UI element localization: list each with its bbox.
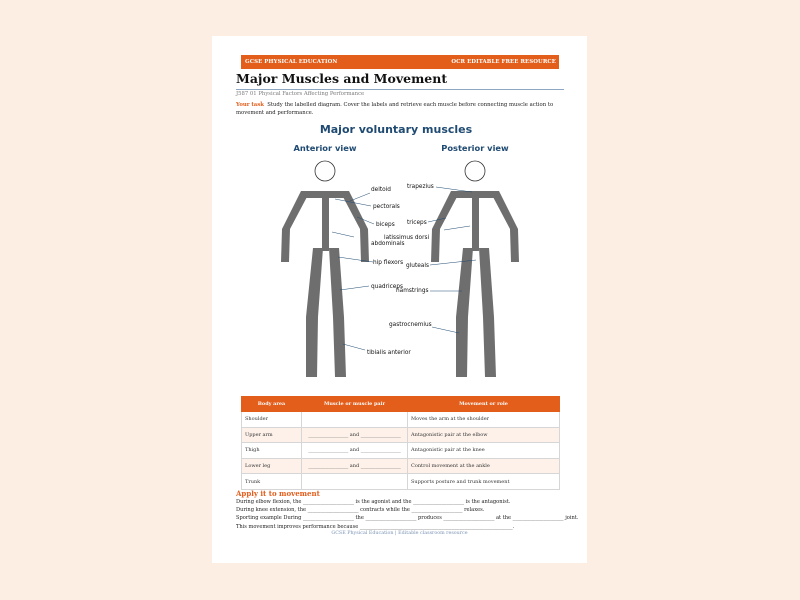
header-subject: GCSE PHYSICAL EDUCATION <box>245 59 338 65</box>
posterior-left-arm <box>431 191 458 262</box>
table-row <box>242 443 560 459</box>
leader-gastrocnemius <box>432 327 459 333</box>
posterior-head <box>465 161 485 181</box>
posterior-left-leg <box>456 248 473 377</box>
posterior-shoulders <box>451 191 499 198</box>
col-header-muscle: Muscle or muscle pair <box>302 397 408 412</box>
muscle-diagram <box>212 36 587 396</box>
label-latissimus-dorsi: latissimus dorsi <box>384 235 430 241</box>
cell-muscle-input[interactable] <box>302 474 408 490</box>
label-pectorals: pectorals <box>373 204 400 210</box>
anterior-shoulders <box>301 191 349 198</box>
diagram-heading: Major voluntary muscles <box>319 123 473 136</box>
posterior-right-arm <box>492 191 519 262</box>
page-footer: GCSE Physical Education | Editable classroom resource <box>331 531 468 536</box>
anterior-right-arm <box>342 191 369 262</box>
anterior-left-leg <box>306 248 323 377</box>
table-row <box>242 427 560 443</box>
cell-movement: Supports posture and trunk movement <box>408 474 560 490</box>
col-header-movement: Movement or role <box>408 397 560 412</box>
label-quadriceps: quadriceps <box>371 284 404 290</box>
cell-body-area: Shoulder <box>242 412 302 428</box>
apply-line-sport[interactable]: Sporting example During ____________________ the ____________________ produces ____________________ at the ____________________ joint. <box>236 515 579 522</box>
anterior-trunk <box>322 198 329 251</box>
posterior-right-leg <box>479 248 496 377</box>
label-gastrocnemius: gastrocnemius <box>389 322 432 328</box>
task-text: Study the labelled diagram. Cover the labels and retrieve each muscle before connecting muscle action to movement and performance. <box>236 102 554 116</box>
cell-body-area: Upper arm <box>242 427 302 443</box>
posterior-trunk <box>472 198 479 251</box>
label-hamstrings: hamstrings <box>396 288 429 294</box>
apply-line-elbow[interactable]: During elbow flexion, the ____________________ is the agonist and the ____________________ is the antagonist. <box>236 499 511 505</box>
table-row <box>242 474 560 490</box>
cell-muscle-input[interactable]: ________________ and ________________ <box>302 427 408 443</box>
anterior-left-arm <box>281 191 308 262</box>
anterior-figure <box>281 161 369 377</box>
spec-reference: J587 01 Physical Factors Affecting Performance <box>236 91 365 97</box>
apply-section <box>236 498 579 531</box>
cell-movement: Moves the arm at the shoulder <box>408 412 560 428</box>
label-tibialis-anterior: tibialis anterior <box>367 350 411 356</box>
table-row <box>242 412 560 428</box>
anterior-heading: Anterior view <box>293 143 357 153</box>
label-gluteals: gluteals <box>406 263 429 269</box>
cell-body-area: Trunk <box>242 474 302 490</box>
header-resource: OCR EDITABLE FREE RESOURCE <box>451 59 556 65</box>
label-abdominals: abdominals <box>371 241 405 247</box>
col-header-body-area: Body area <box>242 397 302 412</box>
muscle-table <box>241 396 560 490</box>
cell-body-area: Thigh <box>242 443 302 459</box>
task-label: Your task <box>236 102 264 108</box>
label-deltoid: deltoid <box>371 187 391 193</box>
apply-heading: Apply it to movement <box>236 489 320 498</box>
apply-line-performance[interactable]: This movement improves performance because ____________________________________________________________. <box>236 523 515 530</box>
label-trapezius: trapezius <box>407 184 434 190</box>
cell-body-area: Lower leg <box>242 458 302 474</box>
label-hip-flexors: hip flexors <box>373 260 404 266</box>
cell-muscle-input[interactable]: ________________ and ________________ <box>302 443 408 459</box>
label-triceps: triceps <box>407 220 427 226</box>
posterior-figure <box>431 161 519 377</box>
table-row <box>242 458 560 474</box>
cell-movement: Control movement at the ankle <box>408 458 560 474</box>
cell-muscle-input[interactable]: ________________ and ________________ <box>302 458 408 474</box>
apply-line-knee[interactable]: During knee extension, the ____________________ contracts while the ____________________ relaxes. <box>236 507 485 514</box>
page-title: Major Muscles and Movement <box>236 71 448 86</box>
cell-muscle-input[interactable] <box>302 412 408 428</box>
leader-quadriceps <box>340 286 369 290</box>
anterior-right-leg <box>329 248 346 377</box>
leader-abdominals <box>332 232 354 237</box>
table-header-row <box>242 397 560 412</box>
anterior-head <box>315 161 335 181</box>
leader-tibialis <box>343 344 365 350</box>
worksheet-page <box>212 36 587 563</box>
posterior-heading: Posterior view <box>441 143 509 153</box>
label-biceps: biceps <box>376 222 395 228</box>
leader-latissimus <box>444 226 470 230</box>
cell-movement: Antagonistic pair at the knee <box>408 443 560 459</box>
cell-movement: Antagonistic pair at the elbow <box>408 427 560 443</box>
leader-deltoid <box>350 193 370 201</box>
